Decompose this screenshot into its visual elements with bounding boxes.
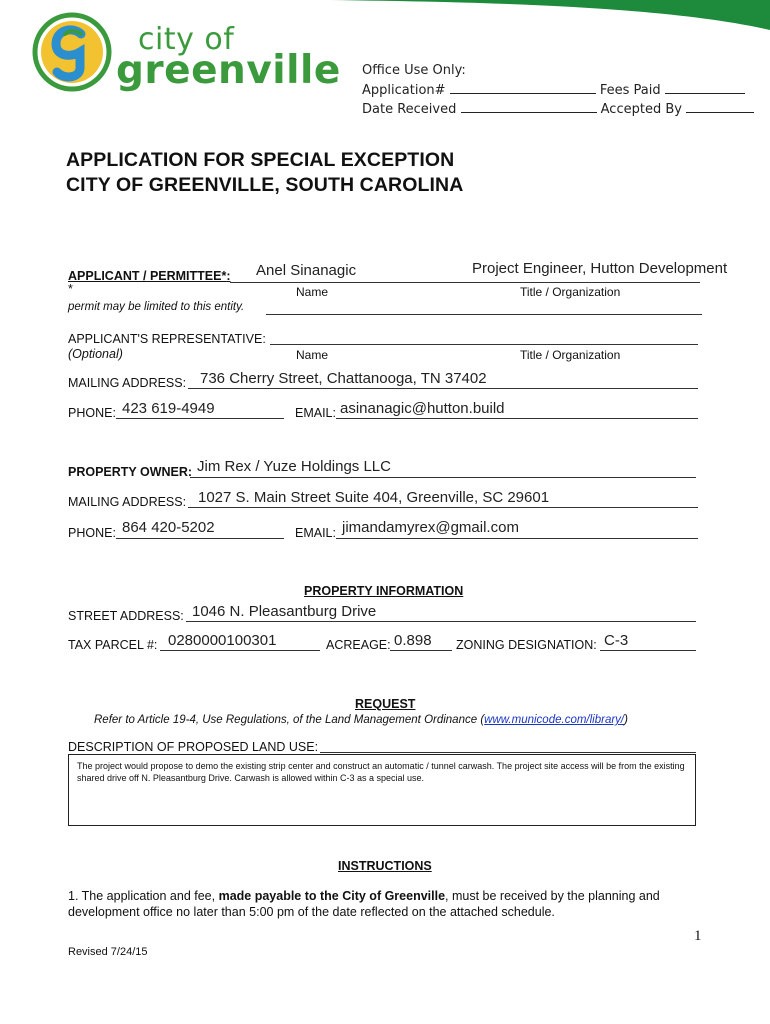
- revised-date: Revised 7/24/15: [68, 946, 148, 958]
- desc-label: DESCRIPTION OF PROPOSED LAND USE:: [68, 740, 319, 754]
- owner-label: PROPERTY OWNER:: [68, 465, 193, 479]
- owner-mailing-label: MAILING ADDRESS:: [68, 495, 187, 509]
- representative-label: APPLICANT'S REPRESENTATIVE:: [68, 332, 266, 346]
- form-title-line2: CITY OF GREENVILLE, SOUTH CAROLINA: [66, 174, 464, 196]
- zoning-label: ZONING DESIGNATION:: [456, 638, 597, 652]
- applicant-mailing-label: MAILING ADDRESS:: [68, 376, 187, 390]
- fees-paid-field[interactable]: [665, 81, 745, 94]
- owner-mailing-value[interactable]: 1027 S. Main Street Suite 404, Greenville, SC 29601: [198, 489, 550, 506]
- form-title-line1: APPLICATION FOR SPECIAL EXCEPTION: [66, 149, 455, 171]
- application-field[interactable]: [450, 81, 596, 94]
- applicant-email-line: [336, 418, 698, 419]
- owner-mailing-line: [188, 507, 698, 508]
- owner-line: [190, 477, 696, 478]
- acreage-label: ACREAGE:: [326, 638, 391, 652]
- applicant-phone-line: [116, 418, 284, 419]
- street-address-label: STREET ADDRESS:: [68, 609, 184, 623]
- accepted-by-field[interactable]: [686, 100, 754, 113]
- limit-note-line: [266, 314, 702, 315]
- tax-parcel-line: [160, 650, 320, 651]
- office-use-label: Office Use Only:: [362, 63, 466, 78]
- municode-link[interactable]: www.municode.com/library/: [484, 714, 625, 726]
- applicant-label: APPLICANT / PERMITTEE*:: [68, 269, 231, 283]
- zoning-line: [600, 650, 696, 651]
- applicant-name-caption: Name: [296, 285, 329, 299]
- acreage-line: [390, 650, 452, 651]
- applicant-limit-note: permit may be limited to this entity.: [68, 301, 245, 313]
- request-refer-text: Refer to Article 19-4, Use Regulations, of the Land Management Ordinance (www.municode.com/library/): [94, 714, 628, 726]
- applicant-mailing-line: [188, 388, 698, 389]
- accepted-by-label: Accepted By: [600, 102, 682, 117]
- logo-g-icon: [32, 12, 112, 92]
- instructions-heading: INSTRUCTIONS: [338, 859, 432, 873]
- representative-name-caption: Name: [296, 348, 329, 362]
- applicant-email-value[interactable]: asinanagic@hutton.build: [340, 400, 505, 417]
- owner-email-value[interactable]: jimandamyrex@gmail.com: [342, 519, 519, 536]
- tax-parcel-value[interactable]: 0280000100301: [168, 632, 277, 649]
- owner-value[interactable]: Jim Rex / Yuze Holdings LLC: [197, 458, 391, 475]
- page-number: 1: [694, 928, 702, 944]
- date-received-field[interactable]: [461, 100, 597, 113]
- logo-city-of: city of: [138, 22, 235, 57]
- owner-email-line: [336, 538, 698, 539]
- applicant-email-label: EMAIL:: [295, 406, 336, 420]
- applicant-line: [230, 282, 700, 283]
- applicant-asterisk: *: [68, 282, 73, 296]
- property-heading: PROPERTY INFORMATION: [304, 584, 464, 598]
- owner-email-label: EMAIL:: [295, 526, 336, 540]
- applicant-name-value[interactable]: Anel Sinanagic: [256, 262, 357, 279]
- owner-phone-line: [116, 538, 284, 539]
- instruction-item-1: 1. The application and fee, made payable to the City of Greenville, must be received by the planning and development office no later than 5:00 pm of the date reflected on the attached schedule.: [68, 889, 660, 919]
- date-received-label: Date Received: [362, 102, 457, 117]
- desc-textbox[interactable]: The project would propose to demo the existing strip center and construct an automatic / tunnel carwash. The project site access will be from the existing shared drive off N. Pleasantburg Drive. Carwash is allowed within C-3 as a special use.: [68, 754, 696, 826]
- tax-parcel-label: TAX PARCEL #:: [68, 638, 158, 652]
- fees-paid-label: Fees Paid: [599, 83, 661, 98]
- desc-label-line: [320, 752, 696, 753]
- applicant-title-caption: Title / Organization: [520, 285, 621, 299]
- request-heading: REQUEST: [355, 697, 416, 711]
- application-label: Application#: [362, 83, 446, 98]
- representative-title-caption: Title / Organization: [520, 348, 621, 362]
- logo-greenville: greenville: [116, 48, 341, 93]
- representative-optional: (Optional): [68, 347, 123, 361]
- header-swoosh: [0, 0, 770, 40]
- owner-phone-label: PHONE:: [68, 526, 116, 540]
- zoning-value[interactable]: C-3: [604, 632, 629, 649]
- applicant-mailing-value[interactable]: 736 Cherry Street, Chattanooga, TN 37402: [200, 370, 487, 387]
- applicant-phone-label: PHONE:: [68, 406, 116, 420]
- applicant-phone-value[interactable]: 423 619-4949: [122, 400, 215, 417]
- applicant-title-value[interactable]: Project Engineer, Hutton Development: [472, 260, 728, 277]
- owner-phone-value[interactable]: 864 420-5202: [122, 519, 215, 536]
- acreage-value[interactable]: 0.898: [394, 632, 432, 649]
- representative-line[interactable]: [270, 344, 698, 345]
- street-address-line: [186, 621, 696, 622]
- street-address-value[interactable]: 1046 N. Pleasantburg Drive: [192, 603, 377, 620]
